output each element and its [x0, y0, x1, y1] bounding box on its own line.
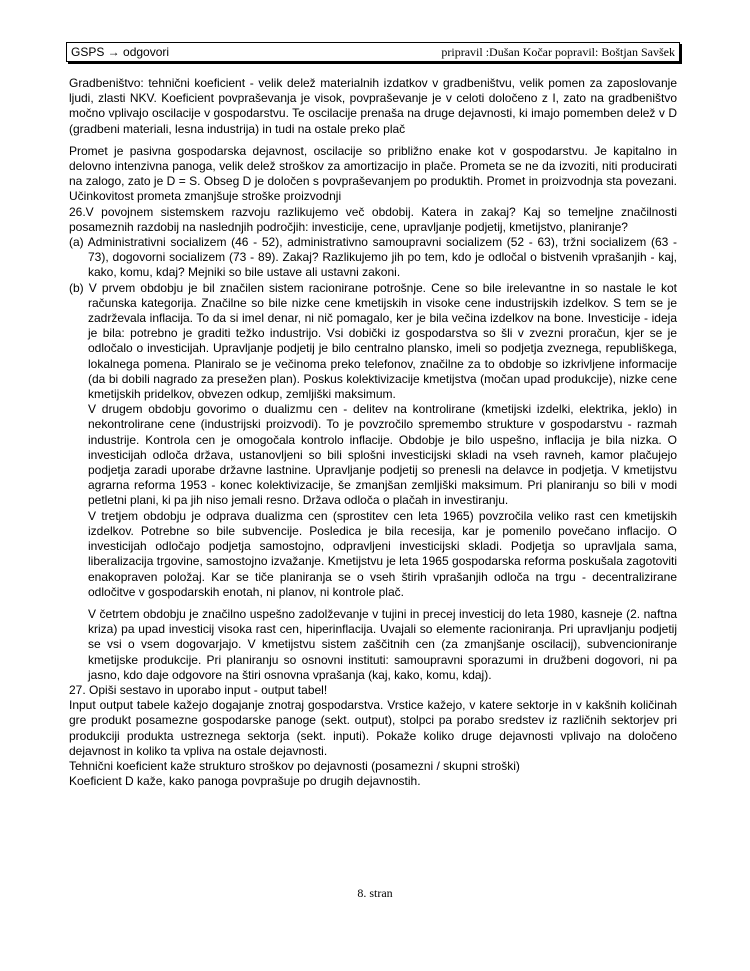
question-26: 26.V povojnem sistemskem razvoju razlikujemo več obdobij. Katera in zakaj? Kaj so temeljne značilnosti posameznih razdobij na naslednjih področjih: investicije, cene, upravljanje podjetij, kmetijstvo, planiranje? [69, 204, 677, 234]
header-authors: pripravil :Dušan Kočar popravil: Boštjan Savšek [441, 44, 675, 59]
answer-26-b-fourth-period: V četrtem obdobju je značilno uspešno zadolževanje v tujini in precej investicij do leta 1980, kasneje (2. naftna kriza) pa upad investicij visoka rast cen, hiperinflacija. Uvajali so elemente racioniranja. Pri upravljanju podjetij se vsi o vsem dogovarjajo. V kmetijstvu sistem zaščitnih cen (za zmanjšanje oscilacij), subvencioniranje kmetijske produkcije. Pri planiranju so osnovni instituti: samoupravni sporazumi in družbeni dogovori, ni pa jasno, kdo daje odgovore na štiri osnovna vprašanja (kaj, kako, komu, kdaj). [88, 606, 677, 682]
answer-26-b-third-period: V tretjem obdobju je odprava dualizma cen (sprostitev cen leta 1965) povzročila veliko rast cen kmetijskih izdelkov. Potrebne so bile subvencije. Posledica je bila recesija, kar je pomenilo povečano inflacijo. O investicijah odločajo podjetja samostojno, odpravljeni investicijski skladi. Podjetja so upravljala sama, liberalizacija trgovine, samostojno izvažanje. Kmetijstvu je leta 1965 gospodarska reforma poskušala zagotoviti enakopraven položaj. Kar se tiče planiranja se o vseh štirih vprašanjih odloča na trgu - decentralizirane odločitve v gospodarskih enotah, ni planov, ni kontrole plač. [88, 508, 677, 599]
question-27: 27. Opiši sestavo in uporabo input - output tabel! [69, 682, 328, 697]
answer-27-technical-coefficient: Tehnični koeficient kaže strukturo stroškov po dejavnosti (posamezni / skupni stroški) [69, 758, 520, 773]
answer-27-coefficient-d: Koeficient D kaže, kako panoga povprašuje po drugih dejavnostih. [69, 774, 421, 789]
page-number: 8. stran [357, 886, 393, 900]
answer-26-b-second-period: V drugem obdobju govorimo o dualizmu cen - delitev na kontrolirane (kmetijski izdelki, elektrika, jeklo) in nekontrolirane cene (industrijski proizvodi). To je povzročilo spremembo strukture v gospodarstvu - razmah industrije. Kontrola cen je omogočala kontrolo inflacije. Obdobje je bilo uspešno, inflacija je bila nizka. O investicijah odloča država, ustanovljeni so bili splošni investicijski skladi na vseh ravneh, kamor plačujejo podjetja zaradi uporabe državne lastnine. Upravljanje podjetij so prenesli na delavce in podjetja. V kmetijstvu agrarna reforma 1953 - konec kolektivizacije, še zmanjšan zemljiški maksimum. Pri planiranju so bili v modi petletni plani, ki pa jih niso jemali resno. Država odloča o plačah in investiranju. [88, 402, 677, 508]
answer-26-b-first-period: (b) V prvem obdobju je bil značilen sistem racionirane potrošnje. Cene so bile irelevantne in so nastale le kot računska kategorija. Značilne so bile nizke cene kmetijskih in visoke cene industrijskih izdelkov. S tem se je zadrževala inflacija. To da si imel denar, ni nič pomagalo, ker je bila večina izdelkov na bone. Investicije - ideja je bila: potrebno je graditi težko industrijo. Vsi dobički iz gospodarstva so šli v zvezni proračun, kjer se je odločalo o investicijah. Upravljanje podjetij je bilo centralno plansko, imeli so podjetja zveznega, republiškega, lokalnega pomena. Planiralo se je večinoma preko telefonov, značilne za to obdobje so izkrivljene informacije (da bi dobili nagrado za presežen plan). Poskus kolektivizacije kmetijstva (močan upad produkcije), nizke cene kmetijskih pridelkov, obvezen odkup, zemljiški maksimum. [69, 280, 677, 402]
paragraph-promet: Promet je pasivna gospodarska dejavnost, oscilacije so približno enake kot v gospodarstvu. Je kapitalno in delovno intenzivna panoga, velik delež stroškov za amortizacijo in plače. Prometa se ne da izvoziti, niti producirati na zalogo, zato je D = S. Obseg D je določen s povpraševanjem po produktih. Promet in proizvodnja sta povezani. Učinkovitost prometa zmanjšuje stroške proizvodnji [69, 143, 677, 204]
answer-26-a: (a) Administrativni socializem (46 - 52), administrativno samoupravni socializem (52 - 63), tržni socializem (63 - 73), dogovorni socializem (73 - 89). Zakaj? Razlikujemo jih po tem, kdo je odločal o bistvenih vprašanjih - kaj, kako, komu, kdaj? Mejniki so bile ustave ali ustavni zakoni. [69, 235, 677, 280]
page-header [66, 42, 680, 62]
document-body [69, 76, 677, 789]
header-title: GSPS → odgovori [71, 45, 170, 59]
answer-27-input-output: Input output tabele kažejo dogajanje znotraj gospodarstva. Vrstice kažejo, v katere sektorje in v kakšnih količinah gre produkt posamezne gospodarske panoge (sekt. output), stolpci pa porabo sredstev iz različnih sektorjev pri produkciji produkta ustreznega sektorja (sekt. inputi). Pokaže koliko druge dejavnosti vplivajo na določeno dejavnost in koliko ta vpliva na ostale dejavnosti. [69, 698, 677, 758]
paragraph-gradbenistvo: Gradbeništvo: tehnični koeficient - velik delež materialnih izdatkov v gradbeništvu, velik pomen za zaposlovanje ljudi, zlasti NKV. Koeficient povpraševanja je visok, povpraševanje je v celoti določeno z I, zato na gradbeništvo močno vplivajo oscilacije v gospodarstvu. Te oscilacije prenaša na druge dejavnosti, ki imajo pomemben delež v D (gradbeni materiali, lesna industrija) in tudi na ostale preko plač [69, 76, 677, 136]
